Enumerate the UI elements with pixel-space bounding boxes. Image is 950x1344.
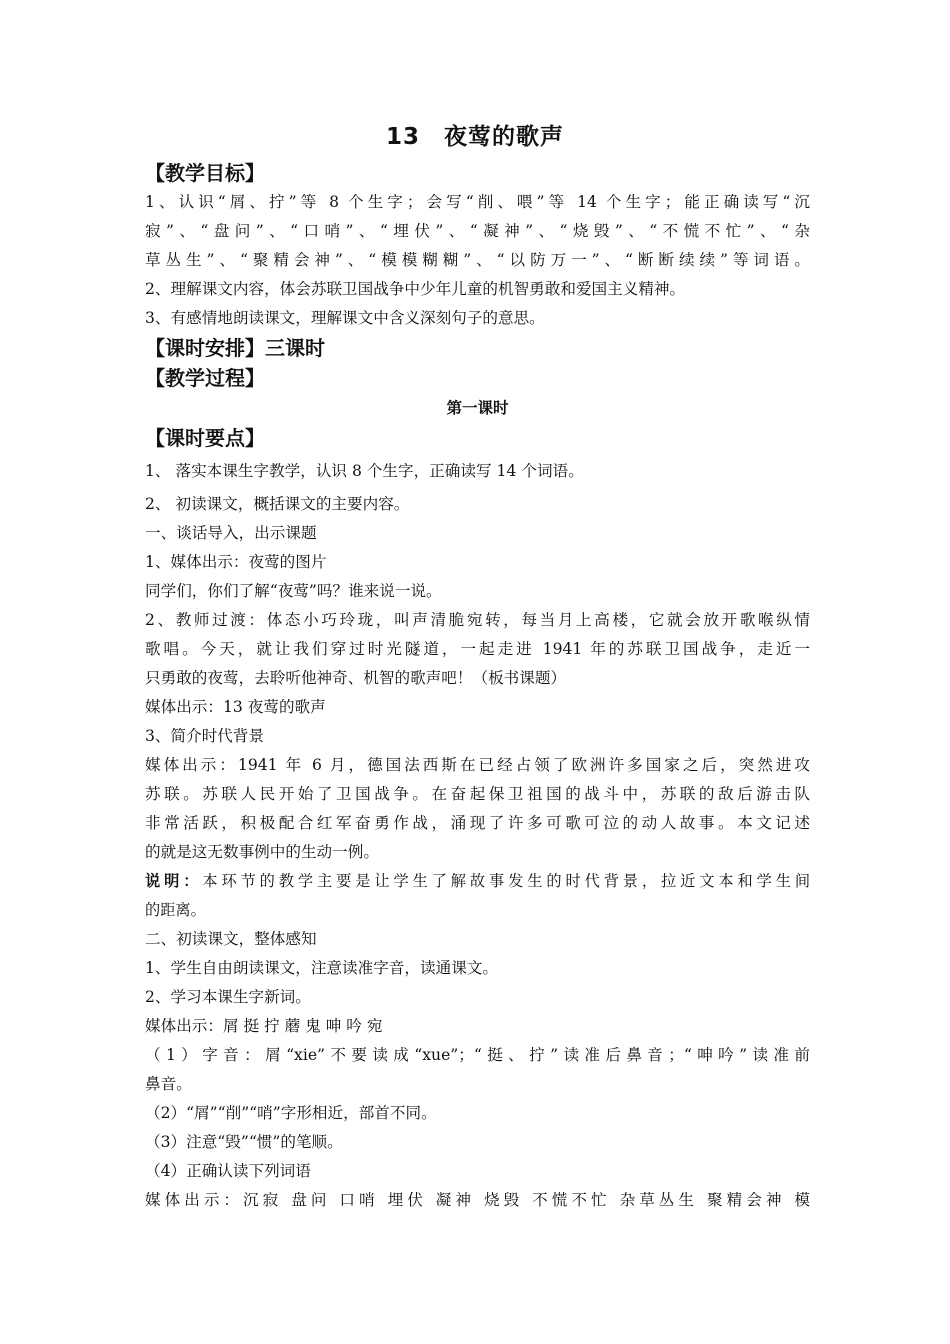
body-line: 1、学生自由朗读课文，注意读准字音，读通课文。: [145, 959, 498, 977]
document-body: [145, 158, 810, 1215]
body-line: 的就是这无数事例中的生动一例。: [145, 843, 379, 861]
note-text: 本环节的教学主要是让学生了解故事发生的时代背景，拉近文本和学生间: [202, 872, 811, 890]
goals-line: 寂”、“盘问”、“口哨”、“埋伏”、“凝神”、“烧毁”、“不慌不忙”、“杂: [145, 222, 810, 240]
note-line: [145, 867, 810, 896]
goals-line: 3、有感情地朗读课文，理解课文中含义深刻句子的意思。: [145, 309, 545, 327]
body-line: （3）注意“毁”“惯”的笔顺。: [145, 1133, 343, 1151]
body-line: 媒体出示：1941 年 6 月，德国法西斯在已经占领了欧洲许多国家之后，突然进攻: [145, 756, 810, 774]
note-label: 说明：: [145, 872, 203, 890]
body-line: 媒体出示：沉寂 盘问 口哨 埋伏 凝神 烧毁 不慌不忙 杂草丛生 聚精会神 模: [145, 1191, 810, 1209]
body-line: 非常活跃，积极配合红军奋勇作战，涌现了许多可歌可泣的动人故事。本文记述: [145, 814, 810, 832]
body-line: 1、媒体出示：夜莺的图片: [145, 553, 327, 571]
schedule-heading: 【课时安排】三课时: [145, 336, 325, 360]
note-line: 的距离。: [145, 901, 206, 919]
goals-line: 草丛生”、“聚精会神”、“模模糊糊”、“以防万一”、“断断续续”等词语。: [145, 251, 810, 269]
goals-line: 1、认识“屑、拧”等 8 个生字；会写“削、喂”等 14 个生字；能正确读写“沉: [145, 193, 810, 211]
body-line: 同学们，你们了解“夜莺”吗？谁来说一说。: [145, 582, 442, 600]
keypoint-line: 1、 落实本课生字教学，认识 8 个生字，正确读写 14 个词语。: [145, 462, 584, 480]
body-line: 苏联。苏联人民开始了卫国战争。在奋起保卫祖国的战斗中，苏联的敌后游击队: [145, 785, 810, 803]
goals-line: 2、理解课文内容，体会苏联卫国战争中少年儿童的机智勇敢和爱国主义精神。: [145, 280, 686, 298]
goals-heading: 【教学目标】: [145, 161, 265, 185]
keypoints-heading: 【课时要点】: [145, 426, 265, 450]
body-line: 媒体出示：13 夜莺的歌声: [145, 698, 326, 716]
body-line: （4）正确认读下列词语: [145, 1162, 311, 1180]
body-line: 一、谈话导入，出示课题: [145, 524, 317, 542]
body-line: 2、教师过渡：体态小巧玲珑，叫声清脆宛转，每当月上高楼，它就会放开歌喉纵情: [145, 611, 810, 629]
body-line: 2、学习本课生字新词。: [145, 988, 311, 1006]
body-line: 3、简介时代背景: [145, 727, 265, 745]
page-title: 13 夜莺的歌声: [385, 124, 564, 150]
body-line: 歌唱。今天，就让我们穿过时光隧道，一起走进 1941 年的苏联卫国战争，走近一: [145, 640, 810, 658]
process-heading: 【教学过程】: [145, 366, 265, 390]
body-line: 二、初读课文，整体感知: [145, 930, 317, 948]
body-line: 鼻音。: [145, 1075, 192, 1093]
body-line: （1）字音：屑“xie”不要读成“xue”；“挺、拧”读准后鼻音；“呻吟”读准前: [145, 1046, 810, 1064]
body-line: 只勇敢的夜莺，去聆听他神奇、机智的歌声吧！（板书课题）: [145, 669, 567, 687]
keypoint-line: 2、 初读课文，概括课文的主要内容。: [145, 495, 410, 513]
body-line: 媒体出示：屑 挺 拧 蘑 鬼 呻 吟 宛: [145, 1017, 383, 1035]
lesson-title: 第一课时: [446, 399, 509, 417]
body-line: （2）“屑”“削”“哨”字形相近，部首不同。: [145, 1104, 437, 1122]
